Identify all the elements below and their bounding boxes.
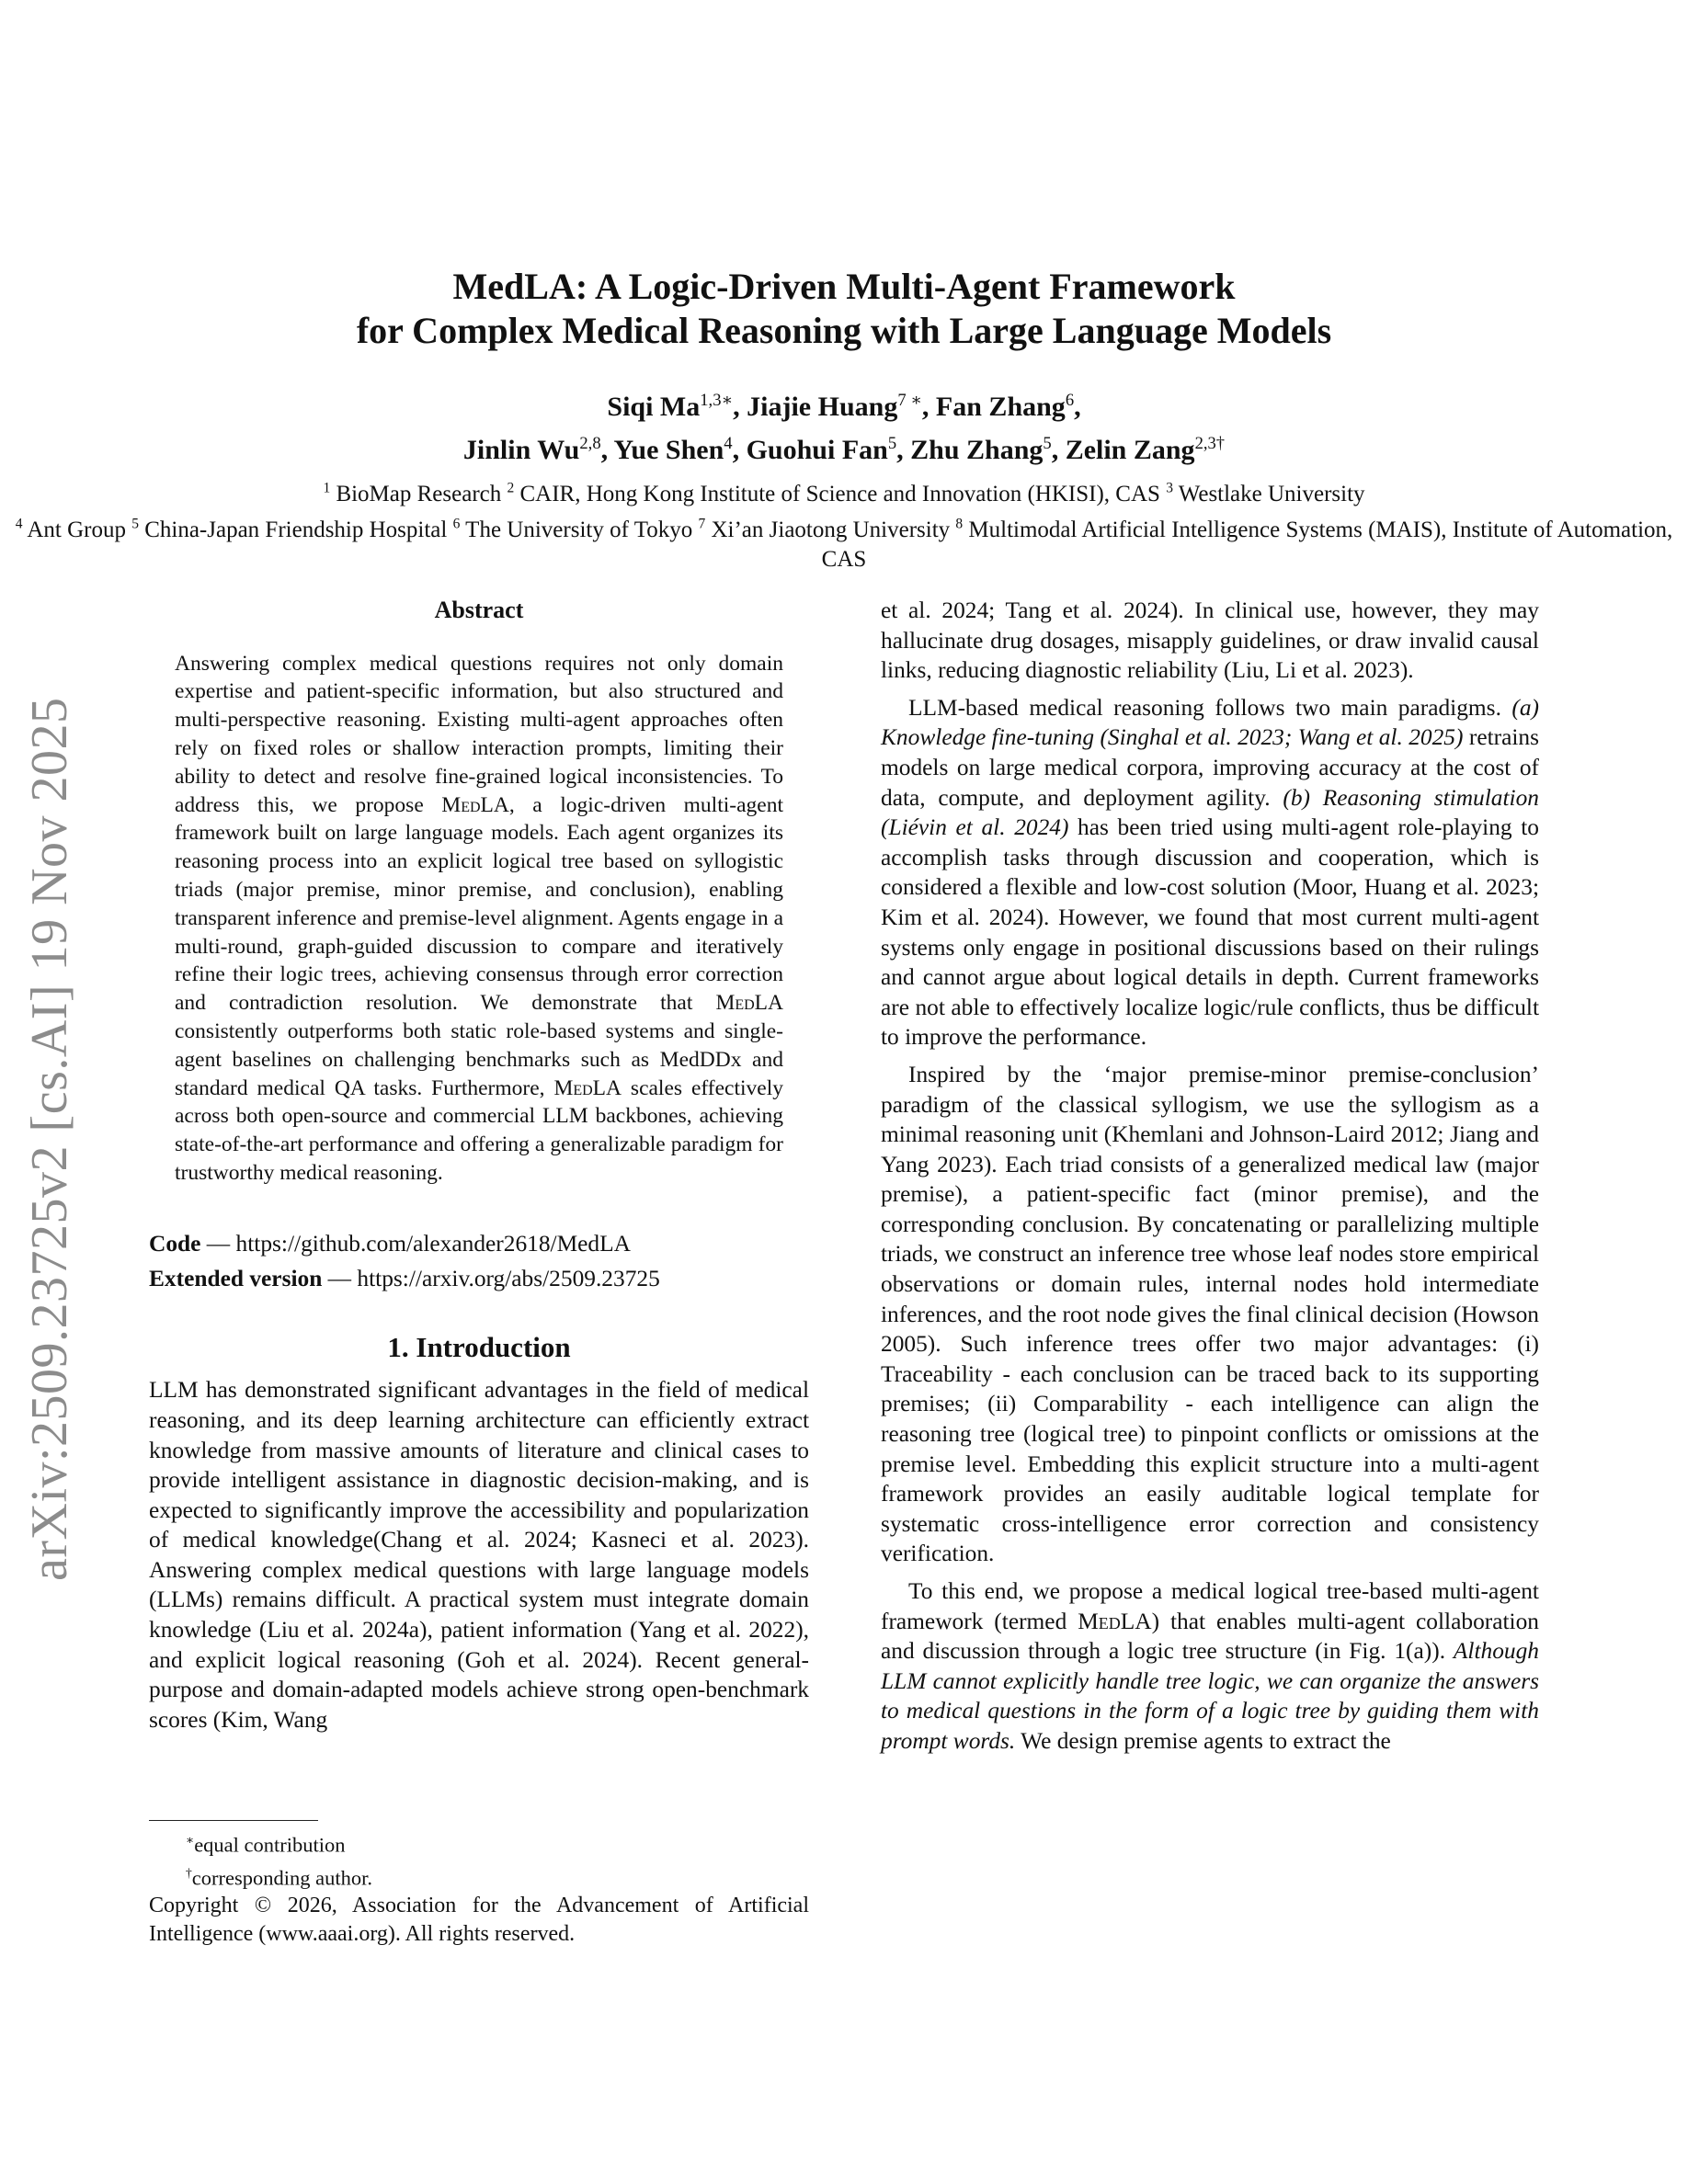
title-line-1: MedLA: A Logic-Driven Multi-Agent Framework [452,266,1236,307]
author: Zelin Zang$^{2,3\dagger}$ [1065,434,1226,465]
author: Jiajie Huang$^{7 ∗}$ [747,391,922,422]
footnote-equal-contribution: ∗equal contribution [186,1833,346,1857]
extended-version-link-row: Extended version — https://arxiv.org/abs/2509.23725 [149,1265,660,1291]
author: Zhu Zhang$^5$ [910,434,1052,465]
author: Guohui Fan$^5$ [746,434,897,465]
affiliation: $^7$ Xi’an Jiaotong University [698,516,951,542]
footnote-divider [149,1820,318,1821]
abstract-heading: Abstract [434,597,524,623]
intro-paragraph: To this end, we propose a medical logical tree-based multi-agent framework (termed MedLA) that enables multi-agent collaboration and discussion through a logic tree structure (in Fig. 1(a)). Although LLM cannot explicitly handle tree logic, we can organize the answers to medical questions in the form of a logic tree by guiding them with prompt words. We design premise agents to extract the [881,1578,1539,1754]
code-link-row: Code — https://github.com/alexander2618/MedLA [149,1230,631,1257]
paper-header [0,265,1688,574]
intro-paragraph: Inspired by the ‘major premise-minor premise-conclusion’ paradigm of the classical syllogism, we use the syllogism as a minimal reasoning unit (Khemlani and Johnson-Laird 2012; Jiang and Yang 2023). Each triad consists of a generalized medical law (major premise), a patient-specific fact (minor premise), and the corresponding conclusion. By concatenating or parallelizing multiple triads, we construct an inference tree whose leaf nodes store empirical observations or domain rules, internal nodes hold intermediate inferences, and the root node gives the final clinical decision (Howson 2005). Such inference trees offer two major advantages: (i) Traceability - each conclusion can be traced back to its supporting premises; (ii) Comparability - each intelligence can align the reasoning tree (logical tree) to pinpoint conflicts or omissions at the premise level. Embedding this explicit structure into a multi-agent framework provides an easily auditable logical template for systematic cross-intelligence error correction and consistency verification. [881,1061,1539,1567]
code-label: Code [149,1230,201,1257]
extended-version-url-link[interactable]: https://arxiv.org/abs/2509.23725 [357,1265,660,1291]
intro-paragraph: LLM has demonstrated significant advantages in the field of medical reasoning, and its deep learning architecture can efficiently extract knowledge from massive amounts of literature and clinical cases to provide intelligent assistance in diagnostic decision-making, and is expected to significantly improve the accessibility and popularization of medical knowledge(Chang et al. 2024; Kasneci et al. 2023). Answering complex medical questions with large language models (LLMs) remains difficult. A practical system must integrate domain knowledge (Liu et al. 2024a), patient information (Yang et al. 2022), and explicit logical reasoning (Goh et al. 2024). Recent general-purpose and domain-adapted models achieve strong open-benchmark scores (Kim, Wang [149,1377,809,1733]
arxiv-identifier-stamp: arXiv:2509.23725v2 [cs.AI] 19 Nov 2025 [21,697,78,1581]
paper-title [0,265,1688,353]
affiliation: $^8$ Multimodal Artificial Intelligence Systems (MAIS), Institute of Automation, CAS [821,516,1673,572]
right-column [881,596,1539,1757]
resource-links [149,1226,809,1296]
affiliation-list [0,474,1688,574]
extended-version-label: Extended version [149,1265,323,1291]
author: Jinlin Wu$^{2,8}$ [462,434,601,465]
footnotes [149,1820,809,1949]
affiliation: $^1$ BioMap Research [323,481,502,507]
affiliation: $^6$ The University of Tokyo [452,516,693,542]
affiliation: $^3$ Westlake University [1166,481,1365,507]
title-line-2: for Complex Medical Reasoning with Large Language Models [356,310,1332,351]
affiliation: $^4$ Ant Group [15,516,126,542]
code-url-link[interactable]: https://github.com/alexander2618/MedLA [235,1230,631,1257]
left-column [149,596,809,1735]
affiliation: $^5$ China-Japan Friendship Hospital [131,516,448,542]
introduction-heading: 1. Introduction [387,1330,571,1363]
abstract-body: Answering complex medical questions requires not only domain expertise and patient-specific information, but also structured and multi-perspective reasoning. Existing multi-agent approaches often rely on fixed roles or shallow interaction prompts, limiting their ability to detect and resolve fine-grained logical inconsistencies. To address this, we propose MedLA, a logic-driven multi-agent framework built on large language models. Each agent organizes its reasoning process into an explicit logical tree based on syllogistic triads (major premise, minor premise, and conclusion), enabling transparent inference and premise-level alignment. Agents engage in a multi-round, graph-guided discussion to compare and iteratively refine their logic trees, achieving consensus through error correction and contradiction resolution. We demonstrate that MedLA consistently outperforms both static role-based systems and single-agent baselines on challenging benchmarks such as MedDDx and standard medical QA tasks. Furthermore, MedLA scales effectively across both open-source and commercial LLM backbones, achieving state-of-the-art performance and offering a generalizable paradigm for trustworthy medical reasoning. [175,651,783,1185]
author: Siqi $Ma^{1,3∗}$ [607,391,734,422]
copyright-notice: Copyright © 2026, Association for the Advancement of Artificial Intelligence (www.aaai.org). All rights reserved. [149,1894,809,1946]
author: Yue Shen$^4$ [613,434,733,465]
footnote-corresponding-author: †corresponding author. [186,1865,372,1889]
intro-paragraph: LLM-based medical reasoning follows two main paradigms. (a) Knowledge fine-tuning (Singhal et al. 2023; Wang et al. 2025) retrains models on large medical corpora, improving accuracy at the cost of data, compute, and deployment agility. (b) Reasoning stimulation (Liévin et al. 2024) has been tried using multi-agent role-playing to accomplish tasks through discussion and cooperation, which is considered a flexible and low-cost solution (Moor, Huang et al. 2023; Kim et al. 2024). However, we found that most current multi-agent systems only engage in positional discussions based on their rulings and cannot argue about logical details in depth. Current frameworks are not able to effectively localize logic/rule conflicts, thus be difficult to improve the performance. [881,694,1540,1051]
intro-paragraph-continued: et al. 2024; Tang et al. 2024). In clinical use, however, they may hallucinate drug dosages, misapply guidelines, or draw invalid causal links, reducing diagnostic reliability (Liu, Li et al. 2023). [881,597,1539,684]
affiliation: $^2$ CAIR, Hong Kong Institute of Science and Innovation (HKISI), CAS [507,481,1160,507]
author: Fan Zhang$^6$ [935,391,1075,422]
author-list: Siqi $Ma^{1,3∗}$, Jiajie Huang$^{7 ∗}$, Fan Zhang$^6$, Jinlin Wu$^{2,8}$, Yue Shen$^4$, Guohui Fan$^5$, Zhu Zhang$^5$, Zelin Zang$^{2,3\dagger}$ [462,391,1226,465]
